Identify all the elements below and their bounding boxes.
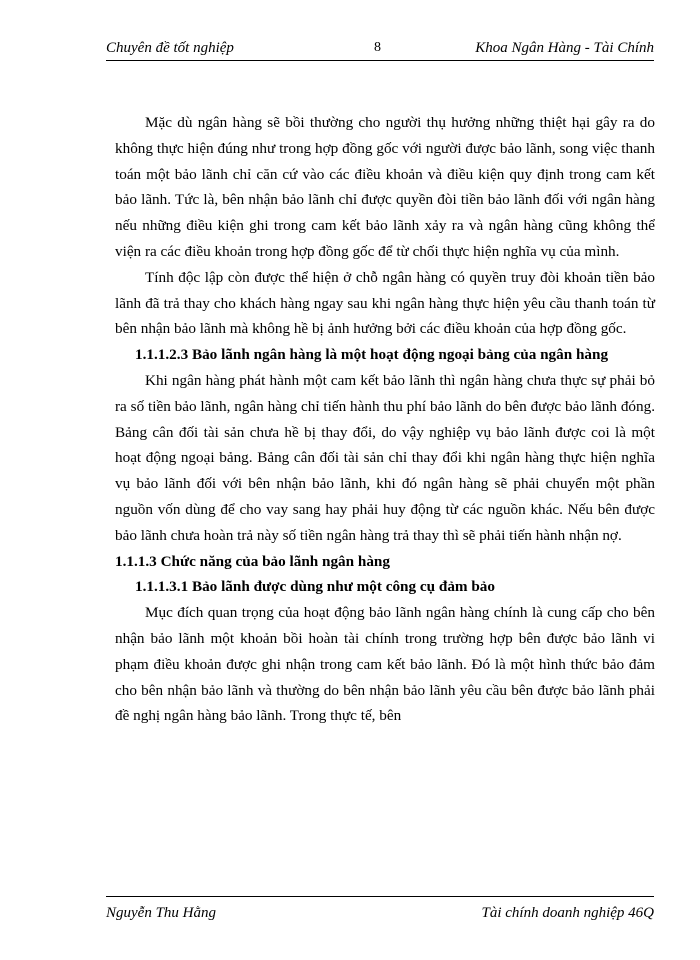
page-footer <box>106 896 654 923</box>
footer-class: Tài chính doanh nghiệp 46Q <box>481 905 654 921</box>
page-body <box>115 110 655 729</box>
header-faculty: Khoa Ngân Hàng - Tài Chính <box>475 40 654 56</box>
page-number: 8 <box>374 40 381 55</box>
paragraph-3: Khi ngân hàng phát hành một cam kết bảo lãnh thì ngân hàng chưa thực sự phải bỏ ra số tiền bảo lãnh, ngân hàng chỉ tiến hành thu phí bảo lãnh do bên được bảo lãnh đóng. Bảng cân đối tài sản chưa hề bị thay đổi, do vậy nghiệp vụ bảo lãnh được coi là một hoạt động ngoại bảng. Bảng cân đối tài sản chỉ thay đổi khi ngân hàng thực hiện nghĩa vụ bảo lãnh đối với bên nhận bảo lãnh, khi đó ngân hàng sẽ phải chuyển một phần nguồn vốn dùng để cho vay sang hay phải huy động từ các nguồn khác. Nếu bên được bảo lãnh chưa hoàn trả này số tiền ngân hàng trả thay thì sẽ phải tiến hành nhận nợ. <box>115 371 655 544</box>
header-document-title: Chuyên đề tốt nghiệp <box>106 40 234 56</box>
paragraph-2: Tính độc lập còn được thể hiện ở chỗ ngân hàng có quyền truy đòi khoản tiền bảo lãnh đã trả thay cho khách hàng ngay sau khi ngân hàng thực hiện yêu cầu thanh toán từ bên nhận bảo lãnh mà không hề bị ảnh hưởng bởi các điều khoản của hợp đồng gốc. <box>115 268 655 338</box>
section-heading-1-1-1-3-1: 1.1.1.3.1 Bảo lãnh được dùng như một công cụ đảm bảo <box>135 578 495 596</box>
page-header <box>106 38 654 61</box>
footer-author: Nguyễn Thu Hằng <box>106 905 216 921</box>
paragraph-1: Mặc dù ngân hàng sẽ bồi thường cho người thụ hưởng những thiệt hại gây ra do không thực hiện đúng như trong hợp đồng gốc với người được bảo lãnh, song việc thanh toán một bảo lãnh chỉ căn cứ vào các điều khoản và điều kiện quy định trong cam kết bảo lãnh. Tức là, bên nhận bảo lãnh chỉ được quyền đòi tiền bảo lãnh đối với ngân hàng nếu những điều kiện ghi trong cam kết bảo lãnh xảy ra và ngân hàng cũng không thể viện ra các điều khoản trong hợp đồng gốc để từ chối thực hiện nghĩa vụ của mình. <box>115 114 655 260</box>
section-heading-1-1-1-3: 1.1.1.3 Chức năng của bảo lãnh ngân hàng <box>115 552 390 570</box>
section-heading-1-1-1-2-3: 1.1.1.2.3 Bảo lãnh ngân hàng là một hoạt động ngoại bảng của ngân hàng <box>135 346 609 364</box>
paragraph-4: Mục đích quan trọng của hoạt động bảo lãnh ngân hàng chính là cung cấp cho bên nhận bảo lãnh một khoản bồi hoàn tài chính trong trường hợp bên được bảo lãnh vi phạm điều khoản được ghi nhận trong cam kết bảo lãnh. Đó là một hình thức bảo đảm cho bên nhận bảo lãnh và thường do bên nhận bảo lãnh yêu cầu bên được bảo lãnh phải đề nghị ngân hàng bảo lãnh. Trong thực tế, bên <box>115 604 655 725</box>
